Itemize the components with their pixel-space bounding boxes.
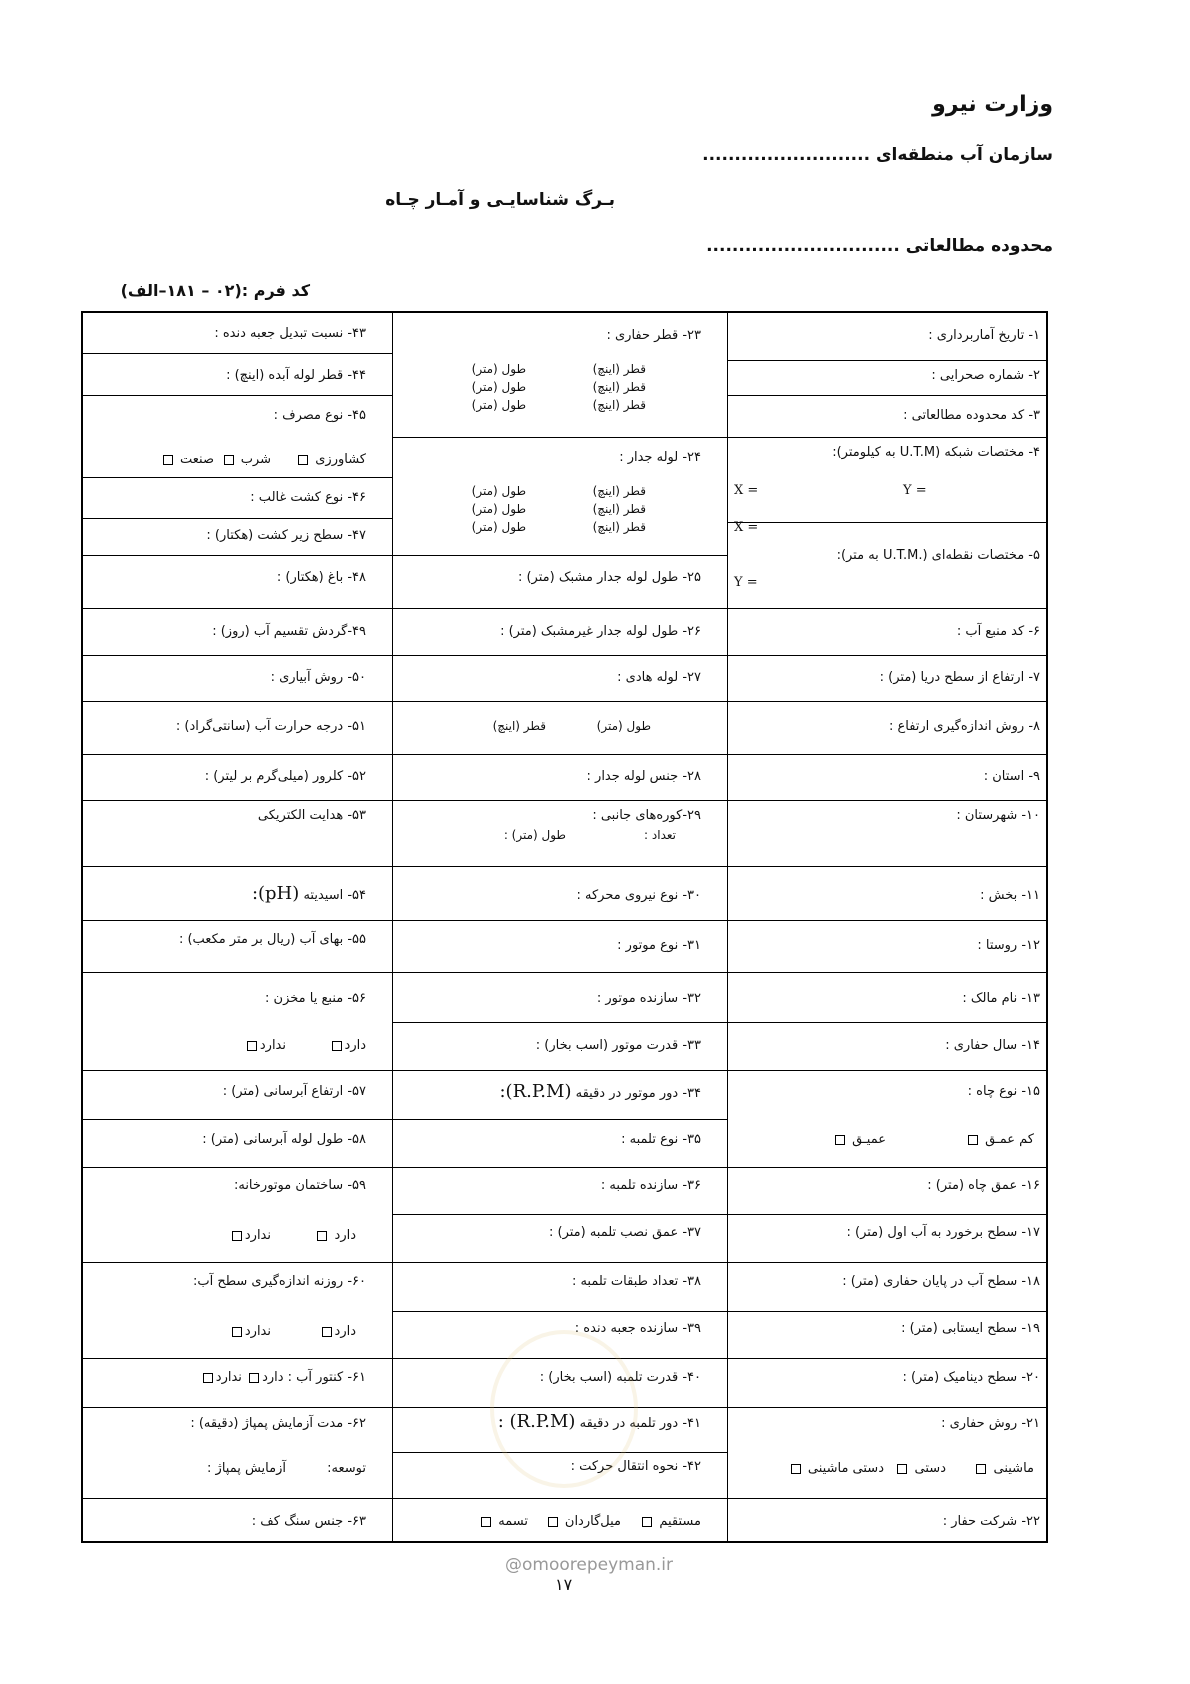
checkbox xyxy=(481,1517,491,1527)
field-district: ۱۱- بخش : xyxy=(980,888,1040,903)
field-casing-material: ۲۸- جنس لوله جدار : xyxy=(586,769,701,784)
field-field-number: ۲- شماره صحرایی : xyxy=(931,368,1040,383)
field-drilling-diameter: ۲۳- قطر حفاری : xyxy=(606,328,701,343)
field-pump-test-duration: ۶۲- مدت آزمایش پمپاژ (دقیقه) : xyxy=(190,1416,366,1431)
watermark-url: @omoorepeyman.ir xyxy=(505,1555,674,1575)
field-province: ۹- استان : xyxy=(983,769,1040,784)
field-pump-stages: ۳۸- تعداد طبقات تلمبه : xyxy=(571,1274,701,1289)
option-reservoir-no: ندارد xyxy=(244,1039,286,1052)
field-village: ۱۲- روستا : xyxy=(977,938,1040,953)
field-water-source-code: ۶- کد منبع آب : xyxy=(956,624,1040,639)
field-usage-type: ۴۵- نوع مصرف : xyxy=(273,408,366,423)
field-study-area-code: ۳- کد محدوده مطالعاتی : xyxy=(903,408,1040,423)
column-divider xyxy=(727,313,728,1541)
checkbox xyxy=(232,1231,242,1241)
length-label: طول (متر) xyxy=(471,380,526,394)
checkbox xyxy=(224,455,234,465)
diameter-label: قطر (اینچ) xyxy=(592,484,646,498)
field-cultivated-area: ۴۷- سطح زیر کشت (هکتار) : xyxy=(206,528,366,543)
adit-count: تعداد : xyxy=(644,828,676,842)
page-number: ۱۷ xyxy=(555,1575,573,1594)
field-conductor-pipe: ۲۷- لوله هادی : xyxy=(617,670,701,685)
option-reservoir-yes: دارد xyxy=(329,1039,366,1052)
field-drilling-method: ۲۱- روش حفاری : xyxy=(941,1416,1040,1431)
checkbox xyxy=(548,1517,558,1527)
option-deep: عمیـق xyxy=(832,1133,886,1146)
field-first-water-level: ۱۷- سطح برخورد به آب اول (متر) : xyxy=(846,1225,1040,1240)
field-survey-date: ۱- تاریخ آماربرداری : xyxy=(928,328,1040,343)
length-label: طول (متر) xyxy=(471,484,526,498)
field-dominant-crop: ۴۶- نوع کشت غالب : xyxy=(250,490,366,505)
field-dynamic-level: ۲۰- سطح دینامیک (متر) : xyxy=(902,1370,1040,1385)
checkbox xyxy=(332,1041,342,1051)
field-discharge-pipe-diameter: ۴۴- قطر لوله آبده (اینچ) : xyxy=(226,368,366,383)
field-pump-depth: ۳۷- عمق نصب تلمبه (متر) : xyxy=(548,1225,701,1240)
diameter-label: قطر (اینچ) xyxy=(492,719,546,733)
field-point-coordinates: ۵- مختصات نقطه‌ای (.U.T.M به متر): xyxy=(836,548,1040,563)
field-pump-rpm: ۴۱- دور تلمبه در دقیقه (R.P.M) : xyxy=(497,1411,701,1432)
field-gearbox-maker: ۳۹- سازنده جعبه دنده : xyxy=(574,1321,701,1336)
checkbox xyxy=(232,1327,242,1337)
length-label: طول (متر) xyxy=(596,719,651,733)
checkbox xyxy=(163,455,173,465)
length-label: طول (متر) xyxy=(471,398,526,412)
pump-test-test: آزمایش پمپاژ : xyxy=(207,1461,286,1476)
checkbox xyxy=(897,1464,907,1474)
field-blank-casing-length: ۲۶- طول لوله جدار غیرمشبک (متر) : xyxy=(500,624,701,639)
field-point-x: X = xyxy=(734,520,759,535)
checkbox xyxy=(791,1464,801,1474)
option-belt: تسمه xyxy=(478,1515,528,1528)
diameter-label: قطر (اینچ) xyxy=(592,502,646,516)
field-grid-x: X = xyxy=(734,483,759,498)
diameter-label: قطر (اینچ) xyxy=(592,520,646,534)
field-water-meter: ۶۱- کنتور آب : دارد ندارد xyxy=(200,1371,366,1384)
checkbox xyxy=(322,1327,332,1337)
field-static-level: ۱۹- سطح ایستابی (متر) : xyxy=(901,1321,1040,1336)
field-engine-maker: ۳۲- سازنده موتور : xyxy=(596,991,701,1006)
checkbox xyxy=(642,1517,652,1527)
field-grid-coordinates: ۴- مختصات شبکه (U.T.M به کیلومتر): xyxy=(832,445,1040,460)
checkbox xyxy=(203,1373,213,1383)
field-water-temperature: ۵۱- درجه حرارت آب (سانتی‌گراد) : xyxy=(175,719,366,734)
option-port-yes: دارد xyxy=(319,1325,356,1338)
option-cardan: میل‌گاردان xyxy=(545,1515,621,1528)
option-machine: ماشینی xyxy=(973,1462,1034,1475)
field-elevation-method: ۸- روش اندازه‌گیری ارتفاع : xyxy=(888,719,1040,734)
diameter-label: قطر (اینچ) xyxy=(592,398,646,412)
field-point-y: Y = xyxy=(734,575,758,590)
field-bedrock-type: ۶۳- جنس سنگ کف : xyxy=(251,1514,366,1529)
ministry-title: وزارت نیرو xyxy=(932,92,1053,117)
field-owner-name: ۱۳- نام مالک : xyxy=(962,991,1040,1006)
checkbox xyxy=(976,1464,986,1474)
field-conveyance-height: ۵۷- ارتفاع آبرسانی (متر) : xyxy=(222,1084,366,1099)
field-conveyance-pipe-length: ۵۸- طول لوله آبرسانی (متر) : xyxy=(202,1132,366,1147)
field-county: ۱۰- شهرستان : xyxy=(956,808,1040,823)
column-divider xyxy=(392,313,393,1541)
field-irrigation-method: ۵۰- روش آبیاری : xyxy=(270,670,366,685)
length-label: طول (متر) xyxy=(471,362,526,376)
checkbox xyxy=(298,455,308,465)
field-reservoir: ۵۶- منبع یا مخزن : xyxy=(265,991,366,1006)
form-code: کد فرم :(۰۲ – ۱۸۱–الف) xyxy=(120,281,310,300)
field-screen-length: ۲۵- طول لوله جدار مشبک (متر) : xyxy=(517,570,701,585)
checkbox xyxy=(835,1135,845,1145)
option-shallow: کم عمـق xyxy=(965,1133,1034,1146)
checkbox xyxy=(249,1373,259,1383)
option-direct: مستقیم xyxy=(639,1515,701,1528)
checkbox xyxy=(317,1231,327,1241)
field-casing: ۲۴- لوله جدار : xyxy=(619,450,701,465)
field-water-price: ۵۵- بهای آب (ریال بر متر مکعب) : xyxy=(178,932,366,947)
field-gear-ratio: ۴۳- نسبت تبدیل جعبه دنده : xyxy=(214,326,366,341)
field-orchard-area: ۴۸- باغ (هکتار) : xyxy=(276,570,366,585)
field-irrigation-rotation: ۴۹-گردش تقسیم آب (روز) : xyxy=(212,624,366,639)
field-elevation: ۷- ارتفاع از سطح دریا (متر) : xyxy=(879,670,1040,685)
field-well-depth: ۱۶- عمق چاه (متر) : xyxy=(927,1178,1040,1193)
field-power-transmission: ۴۲- نحوه انتقال حرکت : xyxy=(570,1459,701,1474)
length-label: طول (متر) xyxy=(471,502,526,516)
pump-test-development: توسعه: xyxy=(327,1461,366,1476)
field-grid-y: Y = xyxy=(903,483,927,498)
option-agriculture: کشاورزی xyxy=(295,453,366,466)
option-manual-machine: دستی ماشینی xyxy=(788,1462,884,1475)
field-electrical-conductivity: ۵۳- هدایت الکتریکی xyxy=(257,808,366,823)
option-drinking: شرب xyxy=(221,453,271,466)
option-manual: دستی xyxy=(894,1462,946,1475)
field-well-type: ۱۵- نوع چاه : xyxy=(967,1084,1040,1099)
diameter-label: قطر (اینچ) xyxy=(592,362,646,376)
checkbox xyxy=(247,1041,257,1051)
field-engine-type: ۳۱- نوع موتور : xyxy=(617,938,701,953)
field-pump-type: ۳۵- نوع تلمبه : xyxy=(621,1132,701,1147)
option-industry: صنعت xyxy=(160,453,214,466)
form-title: بـرگ شناسایـی و آمـار چـاه xyxy=(385,190,615,210)
field-drilling-company: ۲۲- شرکت حفار : xyxy=(942,1514,1040,1529)
watermark-seal xyxy=(490,1330,638,1488)
field-drive-type: ۳۰- نوع نیروی محرکه : xyxy=(576,888,701,903)
field-pump-maker: ۳۶- سازنده تلمبه : xyxy=(600,1178,701,1193)
field-pump-house: ۵۹- ساختمان موتورخانه: xyxy=(233,1178,366,1193)
field-engine-power: ۳۳- قدرت موتور (اسب بخار) : xyxy=(535,1038,701,1053)
diameter-label: قطر (اینچ) xyxy=(592,380,646,394)
option-port-no: ندارد xyxy=(229,1325,271,1338)
field-ph: ۵۴- اسیدیته (pH): xyxy=(251,883,366,904)
study-area-line: محدوده مطالعاتی .............................. xyxy=(706,236,1053,256)
field-drilling-year: ۱۴- سال حفاری : xyxy=(945,1038,1040,1053)
field-final-water-level: ۱۸- سطح آب در پایان حفاری (متر) : xyxy=(842,1274,1040,1289)
option-pumphouse-yes: دارد xyxy=(314,1229,356,1242)
field-water-level-port: ۶۰- روزنه اندازه‌گیری سطح آب: xyxy=(192,1274,366,1289)
field-pump-power: ۴۰- قدرت تلمبه (اسب بخار) : xyxy=(539,1370,701,1385)
organization-line: سازمان آب منطقه‌ای .......................... xyxy=(702,145,1053,165)
checkbox xyxy=(968,1135,978,1145)
field-chloride: ۵۲- کلرور (میلی‌گرم بر لیتر) : xyxy=(204,769,366,784)
field-engine-rpm: ۳۴- دور موتور در دقیقه (R.P.M): xyxy=(499,1081,701,1102)
option-pumphouse-no: ندارد xyxy=(229,1229,271,1242)
length-label: طول (متر) xyxy=(471,520,526,534)
adit-length: طول (متر) : xyxy=(503,828,566,842)
field-lateral-adits: ۲۹-کوره‌های جانبی : xyxy=(592,808,701,823)
